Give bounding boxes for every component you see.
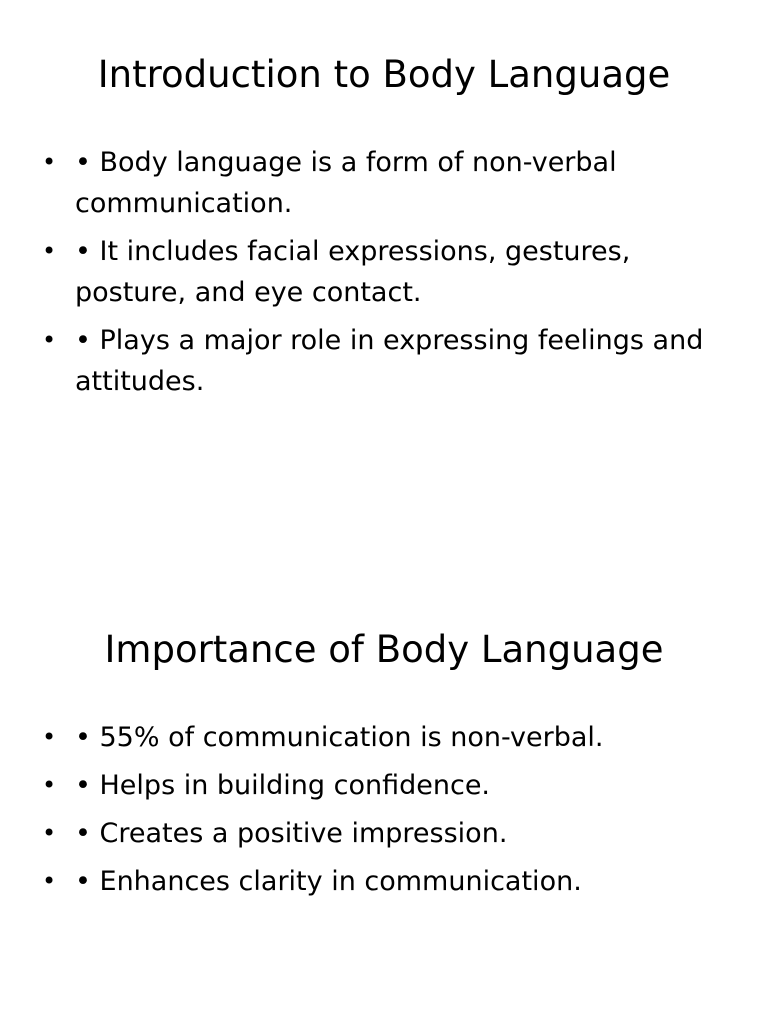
list-item-text: • Enhances clarity in communication.: [75, 866, 582, 897]
list-item-text: • Body language is a form of non-verbal communication.: [75, 147, 617, 219]
list-item-text: • It includes facial expressions, gestures, posture, and eye contact.: [75, 236, 631, 308]
slide-title: Introduction to Body Language: [97, 53, 671, 96]
slide-importance: [0, 576, 768, 1024]
bullet-list: [42, 717, 732, 909]
bullet-marker: •: [42, 237, 57, 265]
bullet-marker: •: [42, 819, 57, 847]
list-item-text: • Helps in building confidence.: [75, 770, 491, 801]
bullet-marker: •: [42, 723, 57, 751]
list-item: [42, 765, 732, 806]
list-item: [42, 231, 732, 313]
bullet-marker: •: [42, 867, 57, 895]
bullet-marker: •: [42, 148, 57, 176]
list-item: [42, 861, 732, 902]
bullet-list: [42, 142, 732, 409]
list-item-text: • Creates a positive impression.: [75, 818, 508, 849]
list-item: [42, 813, 732, 854]
slide-title: Importance of Body Language: [104, 628, 664, 671]
list-item: [42, 717, 732, 758]
list-item: [42, 320, 732, 402]
bullet-marker: •: [42, 771, 57, 799]
list-item-text: • Plays a major role in expressing feelings and attitudes.: [75, 325, 704, 397]
bullet-marker: •: [42, 326, 57, 354]
list-item-text: • 55% of communication is non-verbal.: [75, 722, 604, 753]
list-item: [42, 142, 732, 224]
